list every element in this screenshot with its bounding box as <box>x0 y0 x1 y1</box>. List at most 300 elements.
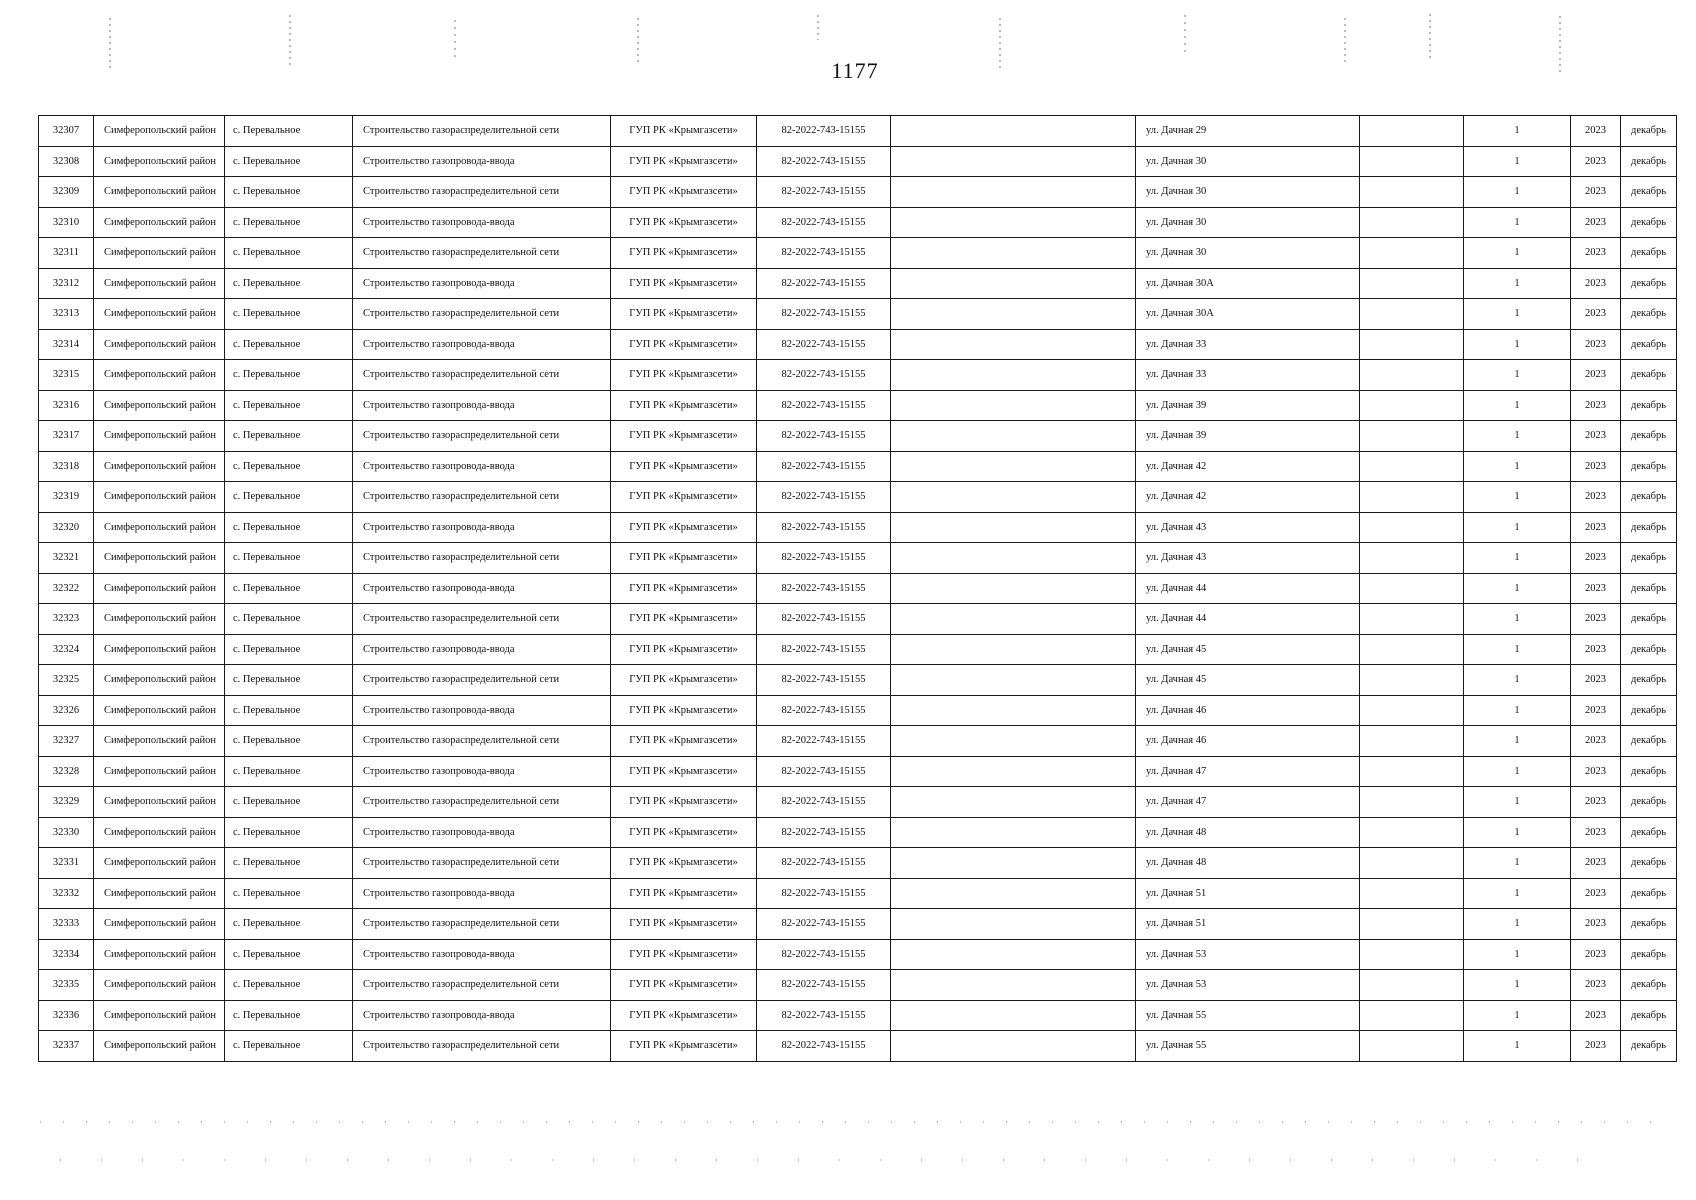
table-row <box>39 634 1677 665</box>
month-cell: декабрь <box>1621 787 1677 818</box>
work-type-cell: Строительство газораспределительной сети <box>353 360 611 391</box>
owner-cell: ГУП РК «Крымгазсети» <box>611 634 757 665</box>
year-cell: 2023 <box>1571 878 1621 909</box>
locality-cell: с. Перевальное <box>225 939 353 970</box>
month-cell: декабрь <box>1621 695 1677 726</box>
owner-cell: ГУП РК «Крымгазсети» <box>611 360 757 391</box>
empty-cell <box>1360 360 1464 391</box>
row-number: 32328 <box>39 756 94 787</box>
year-cell: 2023 <box>1571 634 1621 665</box>
project-code-cell: 82-2022-743-15155 <box>757 939 891 970</box>
empty-cell <box>1360 116 1464 147</box>
locality-cell: с. Перевальное <box>225 421 353 452</box>
project-code-cell: 82-2022-743-15155 <box>757 848 891 879</box>
project-code-cell: 82-2022-743-15155 <box>757 543 891 574</box>
project-code-cell: 82-2022-743-15155 <box>757 177 891 208</box>
work-type-cell: Строительство газораспределительной сети <box>353 787 611 818</box>
month-cell: декабрь <box>1621 878 1677 909</box>
district-cell: Симферопольский район <box>94 329 225 360</box>
work-type-cell: Строительство газораспределительной сети <box>353 665 611 696</box>
project-code-cell: 82-2022-743-15155 <box>757 909 891 940</box>
empty-cell <box>891 116 1136 147</box>
empty-cell <box>1360 146 1464 177</box>
district-cell: Симферопольский район <box>94 390 225 421</box>
work-type-cell: Строительство газопровода-ввода <box>353 451 611 482</box>
address-cell: ул. Дачная 42 <box>1136 451 1360 482</box>
work-type-cell: Строительство газораспределительной сети <box>353 604 611 635</box>
locality-cell: с. Перевальное <box>225 848 353 879</box>
empty-cell <box>891 329 1136 360</box>
quantity-cell: 1 <box>1464 146 1571 177</box>
work-type-cell: Строительство газораспределительной сети <box>353 543 611 574</box>
empty-cell <box>891 146 1136 177</box>
row-number: 32310 <box>39 207 94 238</box>
table-row <box>39 787 1677 818</box>
month-cell: декабрь <box>1621 512 1677 543</box>
month-cell: декабрь <box>1621 238 1677 269</box>
month-cell: декабрь <box>1621 207 1677 238</box>
quantity-cell: 1 <box>1464 604 1571 635</box>
district-cell: Симферопольский район <box>94 604 225 635</box>
row-number: 32332 <box>39 878 94 909</box>
work-type-cell: Строительство газораспределительной сети <box>353 177 611 208</box>
table-row <box>39 665 1677 696</box>
owner-cell: ГУП РК «Крымгазсети» <box>611 146 757 177</box>
table-row <box>39 116 1677 147</box>
year-cell: 2023 <box>1571 116 1621 147</box>
project-code-cell: 82-2022-743-15155 <box>757 970 891 1001</box>
owner-cell: ГУП РК «Крымгазсети» <box>611 1000 757 1031</box>
district-cell: Симферопольский район <box>94 848 225 879</box>
owner-cell: ГУП РК «Крымгазсети» <box>611 329 757 360</box>
table-row <box>39 451 1677 482</box>
district-cell: Симферопольский район <box>94 756 225 787</box>
address-cell: ул. Дачная 30 <box>1136 207 1360 238</box>
quantity-cell: 1 <box>1464 238 1571 269</box>
owner-cell: ГУП РК «Крымгазсети» <box>611 543 757 574</box>
empty-cell <box>1360 543 1464 574</box>
locality-cell: с. Перевальное <box>225 299 353 330</box>
work-type-cell: Строительство газопровода-ввода <box>353 390 611 421</box>
locality-cell: с. Перевальное <box>225 878 353 909</box>
district-cell: Симферопольский район <box>94 238 225 269</box>
empty-cell <box>1360 573 1464 604</box>
quantity-cell: 1 <box>1464 756 1571 787</box>
owner-cell: ГУП РК «Крымгазсети» <box>611 573 757 604</box>
row-number: 32334 <box>39 939 94 970</box>
owner-cell: ГУП РК «Крымгазсети» <box>611 268 757 299</box>
owner-cell: ГУП РК «Крымгазсети» <box>611 665 757 696</box>
row-number: 32325 <box>39 665 94 696</box>
month-cell: декабрь <box>1621 146 1677 177</box>
table-row <box>39 421 1677 452</box>
project-code-cell: 82-2022-743-15155 <box>757 573 891 604</box>
locality-cell: с. Перевальное <box>225 451 353 482</box>
row-number: 32322 <box>39 573 94 604</box>
row-number: 32307 <box>39 116 94 147</box>
project-code-cell: 82-2022-743-15155 <box>757 360 891 391</box>
row-number: 32316 <box>39 390 94 421</box>
owner-cell: ГУП РК «Крымгазсети» <box>611 787 757 818</box>
row-number: 32318 <box>39 451 94 482</box>
empty-cell <box>1360 939 1464 970</box>
project-code-cell: 82-2022-743-15155 <box>757 238 891 269</box>
table-row <box>39 482 1677 513</box>
row-number: 32330 <box>39 817 94 848</box>
district-cell: Симферопольский район <box>94 177 225 208</box>
work-type-cell: Строительство газопровода-ввода <box>353 573 611 604</box>
address-cell: ул. Дачная 33 <box>1136 329 1360 360</box>
locality-cell: с. Перевальное <box>225 207 353 238</box>
month-cell: декабрь <box>1621 817 1677 848</box>
locality-cell: с. Перевальное <box>225 909 353 940</box>
address-cell: ул. Дачная 30А <box>1136 299 1360 330</box>
month-cell: декабрь <box>1621 329 1677 360</box>
owner-cell: ГУП РК «Крымгазсети» <box>611 878 757 909</box>
address-cell: ул. Дачная 44 <box>1136 604 1360 635</box>
month-cell: декабрь <box>1621 1031 1677 1062</box>
month-cell: декабрь <box>1621 848 1677 879</box>
year-cell: 2023 <box>1571 970 1621 1001</box>
district-cell: Симферопольский район <box>94 909 225 940</box>
table-row <box>39 817 1677 848</box>
month-cell: декабрь <box>1621 482 1677 513</box>
address-cell: ул. Дачная 45 <box>1136 665 1360 696</box>
empty-cell <box>1360 512 1464 543</box>
district-cell: Симферопольский район <box>94 207 225 238</box>
empty-cell <box>1360 177 1464 208</box>
quantity-cell: 1 <box>1464 909 1571 940</box>
year-cell: 2023 <box>1571 573 1621 604</box>
empty-cell <box>1360 207 1464 238</box>
page-number: 1177 <box>831 58 879 83</box>
row-number: 32329 <box>39 787 94 818</box>
work-type-cell: Строительство газораспределительной сети <box>353 1031 611 1062</box>
district-cell: Симферопольский район <box>94 268 225 299</box>
owner-cell: ГУП РК «Крымгазсети» <box>611 451 757 482</box>
year-cell: 2023 <box>1571 1031 1621 1062</box>
quantity-cell: 1 <box>1464 817 1571 848</box>
locality-cell: с. Перевальное <box>225 116 353 147</box>
empty-cell <box>891 787 1136 818</box>
row-number: 32335 <box>39 970 94 1001</box>
month-cell: декабрь <box>1621 970 1677 1001</box>
empty-cell <box>891 939 1136 970</box>
project-code-cell: 82-2022-743-15155 <box>757 482 891 513</box>
address-cell: ул. Дачная 46 <box>1136 726 1360 757</box>
quantity-cell: 1 <box>1464 329 1571 360</box>
quantity-cell: 1 <box>1464 573 1571 604</box>
year-cell: 2023 <box>1571 1000 1621 1031</box>
project-code-cell: 82-2022-743-15155 <box>757 634 891 665</box>
year-cell: 2023 <box>1571 512 1621 543</box>
locality-cell: с. Перевальное <box>225 512 353 543</box>
address-cell: ул. Дачная 55 <box>1136 1031 1360 1062</box>
month-cell: декабрь <box>1621 543 1677 574</box>
empty-cell <box>891 1000 1136 1031</box>
year-cell: 2023 <box>1571 695 1621 726</box>
owner-cell: ГУП РК «Крымгазсети» <box>611 238 757 269</box>
project-code-cell: 82-2022-743-15155 <box>757 207 891 238</box>
locality-cell: с. Перевальное <box>225 970 353 1001</box>
owner-cell: ГУП РК «Крымгазсети» <box>611 421 757 452</box>
address-cell: ул. Дачная 46 <box>1136 695 1360 726</box>
row-number: 32308 <box>39 146 94 177</box>
work-type-cell: Строительство газораспределительной сети <box>353 726 611 757</box>
empty-cell <box>1360 421 1464 452</box>
project-code-cell: 82-2022-743-15155 <box>757 390 891 421</box>
project-code-cell: 82-2022-743-15155 <box>757 329 891 360</box>
project-code-cell: 82-2022-743-15155 <box>757 604 891 635</box>
district-cell: Симферопольский район <box>94 116 225 147</box>
table-row <box>39 726 1677 757</box>
empty-cell <box>891 878 1136 909</box>
empty-cell <box>891 665 1136 696</box>
table-row <box>39 1000 1677 1031</box>
locality-cell: с. Перевальное <box>225 573 353 604</box>
table-row <box>39 146 1677 177</box>
row-number: 32323 <box>39 604 94 635</box>
work-type-cell: Строительство газораспределительной сети <box>353 909 611 940</box>
address-cell: ул. Дачная 48 <box>1136 848 1360 879</box>
month-cell: декабрь <box>1621 177 1677 208</box>
district-cell: Симферопольский район <box>94 146 225 177</box>
month-cell: декабрь <box>1621 665 1677 696</box>
district-cell: Симферопольский район <box>94 939 225 970</box>
year-cell: 2023 <box>1571 817 1621 848</box>
year-cell: 2023 <box>1571 329 1621 360</box>
empty-cell <box>891 848 1136 879</box>
project-code-cell: 82-2022-743-15155 <box>757 512 891 543</box>
empty-cell <box>1360 299 1464 330</box>
empty-cell <box>1360 848 1464 879</box>
locality-cell: с. Перевальное <box>225 543 353 574</box>
year-cell: 2023 <box>1571 268 1621 299</box>
table-row <box>39 848 1677 879</box>
empty-cell <box>891 207 1136 238</box>
district-cell: Симферопольский район <box>94 787 225 818</box>
owner-cell: ГУП РК «Крымгазсети» <box>611 1031 757 1062</box>
owner-cell: ГУП РК «Крымгазсети» <box>611 970 757 1001</box>
project-code-cell: 82-2022-743-15155 <box>757 268 891 299</box>
district-cell: Симферопольский район <box>94 1000 225 1031</box>
work-type-cell: Строительство газопровода-ввода <box>353 634 611 665</box>
project-code-cell: 82-2022-743-15155 <box>757 817 891 848</box>
empty-cell <box>1360 1031 1464 1062</box>
owner-cell: ГУП РК «Крымгазсети» <box>611 726 757 757</box>
empty-cell <box>1360 695 1464 726</box>
empty-cell <box>1360 329 1464 360</box>
table-row <box>39 268 1677 299</box>
work-type-cell: Строительство газораспределительной сети <box>353 482 611 513</box>
owner-cell: ГУП РК «Крымгазсети» <box>611 848 757 879</box>
locality-cell: с. Перевальное <box>225 1031 353 1062</box>
month-cell: декабрь <box>1621 268 1677 299</box>
work-type-cell: Строительство газораспределительной сети <box>353 848 611 879</box>
empty-cell <box>1360 970 1464 1001</box>
address-cell: ул. Дачная 53 <box>1136 939 1360 970</box>
owner-cell: ГУП РК «Крымгазсети» <box>611 207 757 238</box>
month-cell: декабрь <box>1621 1000 1677 1031</box>
locality-cell: с. Перевальное <box>225 360 353 391</box>
month-cell: декабрь <box>1621 634 1677 665</box>
empty-cell <box>891 268 1136 299</box>
year-cell: 2023 <box>1571 146 1621 177</box>
empty-cell <box>1360 451 1464 482</box>
empty-cell <box>891 238 1136 269</box>
quantity-cell: 1 <box>1464 848 1571 879</box>
table-row <box>39 329 1677 360</box>
district-cell: Симферопольский район <box>94 421 225 452</box>
year-cell: 2023 <box>1571 177 1621 208</box>
quantity-cell: 1 <box>1464 390 1571 421</box>
row-number: 32327 <box>39 726 94 757</box>
address-cell: ул. Дачная 53 <box>1136 970 1360 1001</box>
work-type-cell: Строительство газораспределительной сети <box>353 421 611 452</box>
year-cell: 2023 <box>1571 482 1621 513</box>
address-cell: ул. Дачная 48 <box>1136 817 1360 848</box>
address-cell: ул. Дачная 33 <box>1136 360 1360 391</box>
quantity-cell: 1 <box>1464 268 1571 299</box>
empty-cell <box>891 482 1136 513</box>
district-cell: Симферопольский район <box>94 634 225 665</box>
work-type-cell: Строительство газопровода-ввода <box>353 329 611 360</box>
locality-cell: с. Перевальное <box>225 329 353 360</box>
year-cell: 2023 <box>1571 726 1621 757</box>
address-cell: ул. Дачная 45 <box>1136 634 1360 665</box>
row-number: 32320 <box>39 512 94 543</box>
row-number: 32319 <box>39 482 94 513</box>
project-code-cell: 82-2022-743-15155 <box>757 878 891 909</box>
empty-cell <box>891 970 1136 1001</box>
row-number: 32313 <box>39 299 94 330</box>
owner-cell: ГУП РК «Крымгазсети» <box>611 695 757 726</box>
address-cell: ул. Дачная 30 <box>1136 238 1360 269</box>
month-cell: декабрь <box>1621 604 1677 635</box>
empty-cell <box>1360 909 1464 940</box>
table-row <box>39 207 1677 238</box>
district-cell: Симферопольский район <box>94 970 225 1001</box>
year-cell: 2023 <box>1571 299 1621 330</box>
district-cell: Симферопольский район <box>94 360 225 391</box>
locality-cell: с. Перевальное <box>225 817 353 848</box>
month-cell: декабрь <box>1621 939 1677 970</box>
quantity-cell: 1 <box>1464 787 1571 818</box>
address-cell: ул. Дачная 39 <box>1136 390 1360 421</box>
empty-cell <box>1360 787 1464 818</box>
quantity-cell: 1 <box>1464 665 1571 696</box>
year-cell: 2023 <box>1571 909 1621 940</box>
project-code-cell: 82-2022-743-15155 <box>757 695 891 726</box>
owner-cell: ГУП РК «Крымгазсети» <box>611 390 757 421</box>
work-type-cell: Строительство газораспределительной сети <box>353 238 611 269</box>
table-row <box>39 543 1677 574</box>
empty-cell <box>1360 604 1464 635</box>
quantity-cell: 1 <box>1464 1031 1571 1062</box>
empty-cell <box>891 451 1136 482</box>
district-cell: Симферопольский район <box>94 1031 225 1062</box>
table-row <box>39 604 1677 635</box>
table-row <box>39 878 1677 909</box>
table-row <box>39 695 1677 726</box>
quantity-cell: 1 <box>1464 116 1571 147</box>
locality-cell: с. Перевальное <box>225 390 353 421</box>
row-number: 32309 <box>39 177 94 208</box>
address-cell: ул. Дачная 51 <box>1136 909 1360 940</box>
district-cell: Симферопольский район <box>94 299 225 330</box>
year-cell: 2023 <box>1571 543 1621 574</box>
work-type-cell: Строительство газораспределительной сети <box>353 299 611 330</box>
quantity-cell: 1 <box>1464 1000 1571 1031</box>
locality-cell: с. Перевальное <box>225 604 353 635</box>
year-cell: 2023 <box>1571 787 1621 818</box>
quantity-cell: 1 <box>1464 482 1571 513</box>
quantity-cell: 1 <box>1464 421 1571 452</box>
district-cell: Симферопольский район <box>94 543 225 574</box>
year-cell: 2023 <box>1571 390 1621 421</box>
owner-cell: ГУП РК «Крымгазсети» <box>611 177 757 208</box>
owner-cell: ГУП РК «Крымгазсети» <box>611 604 757 635</box>
quantity-cell: 1 <box>1464 207 1571 238</box>
project-code-cell: 82-2022-743-15155 <box>757 116 891 147</box>
address-cell: ул. Дачная 47 <box>1136 756 1360 787</box>
quantity-cell: 1 <box>1464 299 1571 330</box>
work-type-cell: Строительство газопровода-ввода <box>353 756 611 787</box>
empty-cell <box>1360 238 1464 269</box>
year-cell: 2023 <box>1571 939 1621 970</box>
district-cell: Симферопольский район <box>94 482 225 513</box>
address-cell: ул. Дачная 55 <box>1136 1000 1360 1031</box>
table-row <box>39 512 1677 543</box>
empty-cell <box>1360 268 1464 299</box>
empty-cell <box>1360 1000 1464 1031</box>
registry-table <box>38 115 1677 1062</box>
empty-cell <box>891 634 1136 665</box>
row-number: 32311 <box>39 238 94 269</box>
row-number: 32337 <box>39 1031 94 1062</box>
locality-cell: с. Перевальное <box>225 665 353 696</box>
address-cell: ул. Дачная 43 <box>1136 512 1360 543</box>
year-cell: 2023 <box>1571 421 1621 452</box>
year-cell: 2023 <box>1571 238 1621 269</box>
address-cell: ул. Дачная 44 <box>1136 573 1360 604</box>
work-type-cell: Строительство газопровода-ввода <box>353 512 611 543</box>
district-cell: Симферопольский район <box>94 573 225 604</box>
district-cell: Симферопольский район <box>94 817 225 848</box>
empty-cell <box>891 756 1136 787</box>
month-cell: декабрь <box>1621 573 1677 604</box>
year-cell: 2023 <box>1571 451 1621 482</box>
locality-cell: с. Перевальное <box>225 787 353 818</box>
month-cell: декабрь <box>1621 726 1677 757</box>
address-cell: ул. Дачная 47 <box>1136 787 1360 818</box>
locality-cell: с. Перевальное <box>225 238 353 269</box>
quantity-cell: 1 <box>1464 726 1571 757</box>
year-cell: 2023 <box>1571 207 1621 238</box>
table-row <box>39 238 1677 269</box>
row-number: 32336 <box>39 1000 94 1031</box>
registry-rows <box>39 116 1677 1062</box>
project-code-cell: 82-2022-743-15155 <box>757 1000 891 1031</box>
empty-cell <box>891 390 1136 421</box>
month-cell: декабрь <box>1621 390 1677 421</box>
quantity-cell: 1 <box>1464 695 1571 726</box>
month-cell: декабрь <box>1621 360 1677 391</box>
empty-cell <box>891 177 1136 208</box>
table-row <box>39 390 1677 421</box>
row-number: 32331 <box>39 848 94 879</box>
work-type-cell: Строительство газопровода-ввода <box>353 207 611 238</box>
